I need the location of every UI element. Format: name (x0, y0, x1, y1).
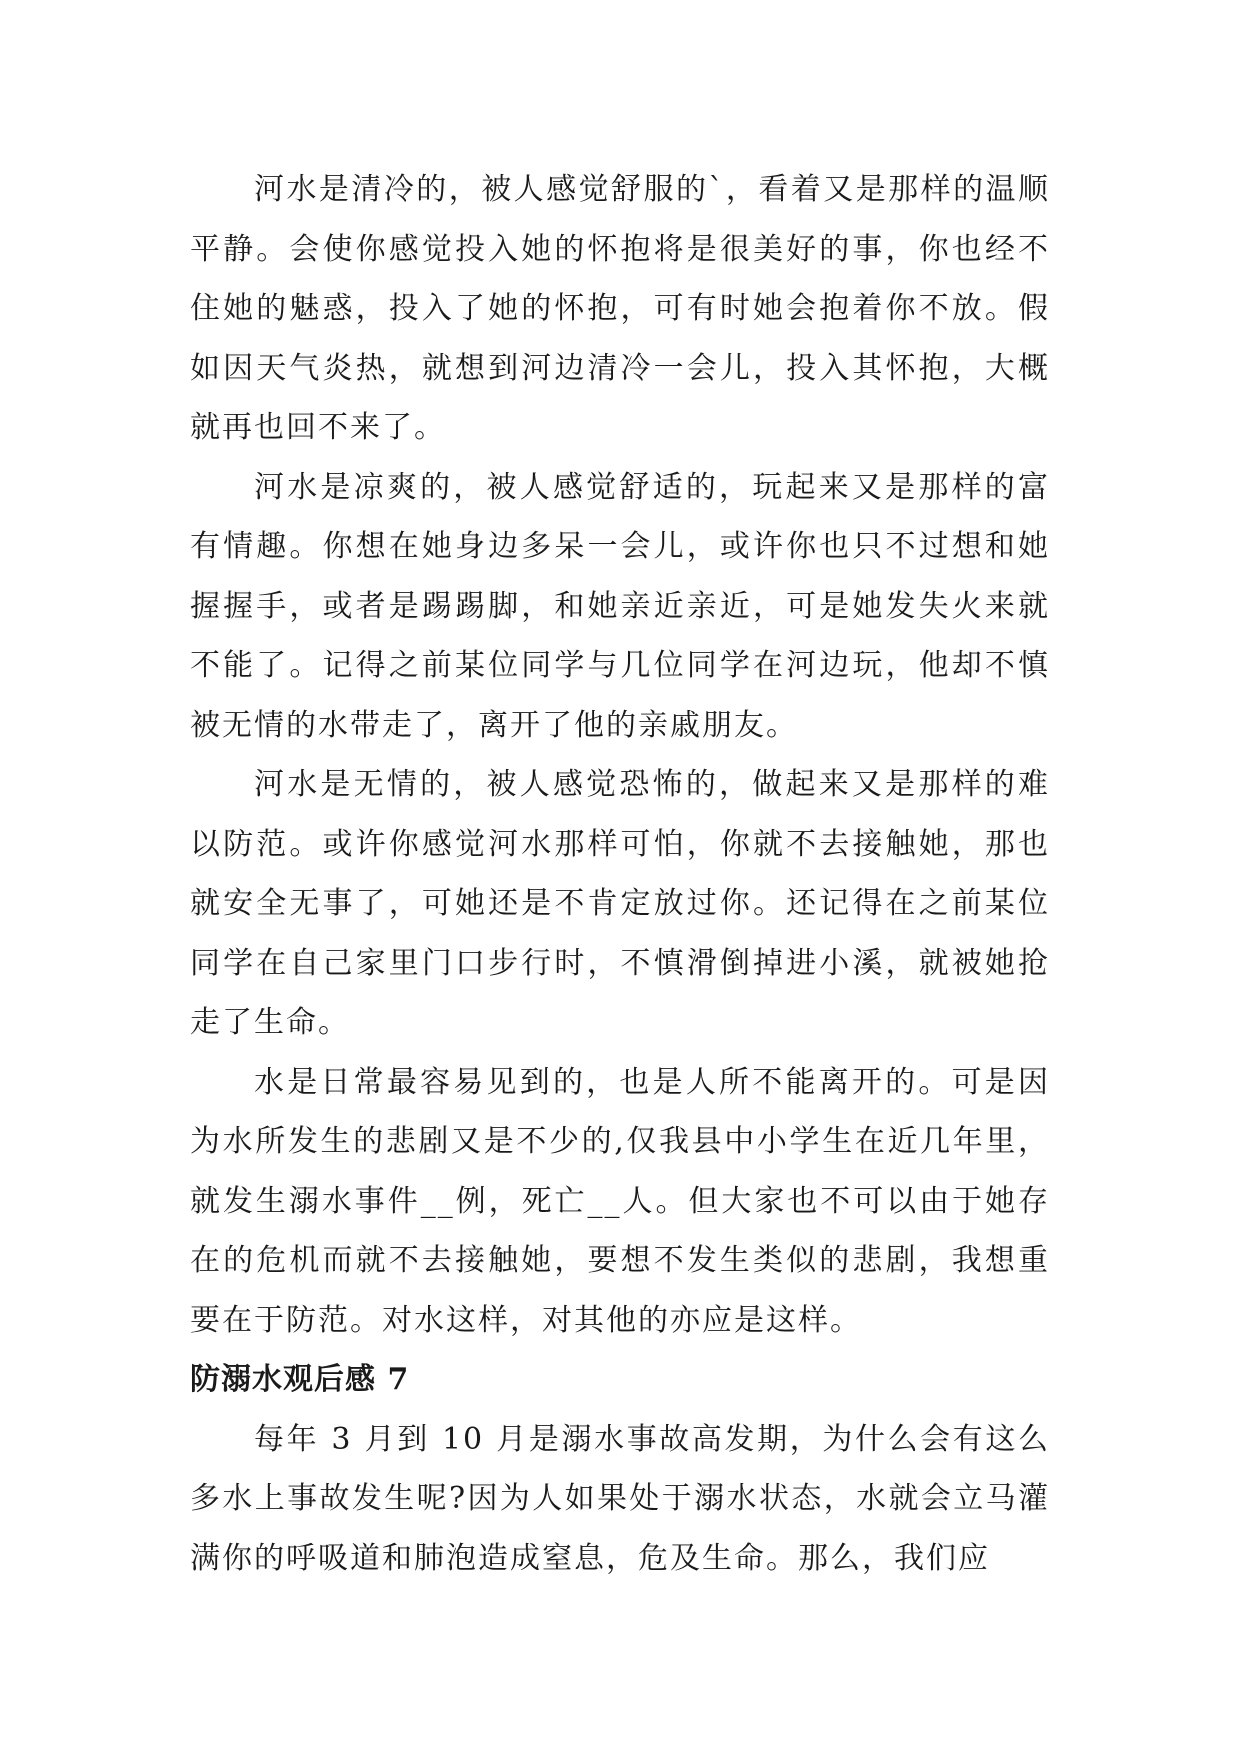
section-heading: 防溺水观后感 7 (190, 1362, 410, 1397)
paragraph-2: 河水是凉爽的，被人感觉舒适的，玩起来又是那样的富有情趣。你想在她身边多呆一会儿，或许你也只不过想和她握握手，或者是踢踢脚，和她亲近亲近，可是她发失火来就不能了。记得之前某位同学与几位同学在河边玩，他却不慎被无情的水带走了，离开了他的亲戚朋友。 (190, 469, 1050, 743)
paragraph-5: 每年 3 月到 10 月是溺水事故高发期，为什么会有这么多水上事故发生呢?因为人如果处于溺水状态，水就会立马灌满你的呼吸道和肺泡造成窒息，危及生命。那么，我们应 (190, 1421, 1050, 1576)
paragraph-3: 河水是无情的，被人感觉恐怖的，做起来又是那样的难以防范。或许你感觉河水那样可怕，你就不去接触她，那也就安全无事了，可她还是不肯定放过你。还记得在之前某位同学在自己家里门口步行时，不慎滑倒掉进小溪，就被她抢走了生命。 (190, 767, 1050, 1040)
paragraph-1: 河水是清冷的，被人感觉舒服的`，看着又是那样的温顺平静。会使你感觉投入她的怀抱将是很美好的事，你也经不住她的魅惑，投入了她的怀抱，可有时她会抱着你不放。假如因天气炎热，就想到河边清冷一会儿，投入其怀抱，大概就再也回不来了。 (190, 172, 1050, 445)
paragraph-4: 水是日常最容易见到的，也是人所不能离开的。可是因为水所发生的悲剧又是不少的,仅我县中小学生在近几年里，就发生溺水事件__例，死亡__人。但大家也不可以由于她存在的危机而就不去接触她，要想不发生类似的悲剧，我想重要在于防范。对水这样，对其他的亦应是这样。 (190, 1064, 1050, 1338)
document-page (190, 160, 1050, 1588)
